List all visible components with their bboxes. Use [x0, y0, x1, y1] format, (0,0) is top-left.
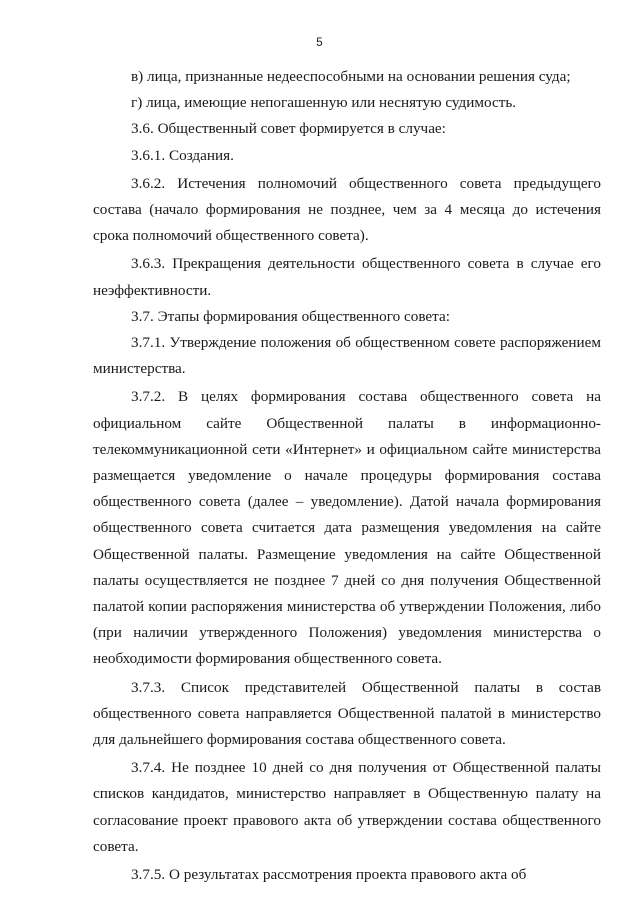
- paragraph-3-6-1: 3.6.1. Создания.: [131, 146, 234, 164]
- paragraph-3-6: 3.6. Общественный совет формируется в случае:: [131, 120, 446, 138]
- document-body: [93, 64, 601, 888]
- paragraph-3-6-2: 3.6.2. Истечения полномочий общественного совета предыдущего состава (начало формирования не позднее, чем за 4 месяца до истечения срока полномочий общественного совета).: [93, 174, 601, 245]
- page-number: 5: [316, 37, 323, 49]
- paragraph-item-g: г) лица, имеющие непогашенную или неснятую судимость.: [131, 94, 517, 112]
- paragraph-item-v: в) лица, признанные недееспособными на основании решения суда;: [131, 68, 571, 85]
- paragraph-3-7-3: 3.7.3. Список представителей Общественной палаты в состав общественного совета направляется Общественной палатой в министерство для дальнейшего формирования состава общественного совета.: [93, 678, 601, 749]
- paragraph-3-6-3: 3.6.3. Прекращения деятельности общественного совета в случае его неэффективности.: [93, 255, 601, 299]
- paragraph-3-7-4: 3.7.4. Не позднее 10 дней со дня получения от Общественной палаты списков кандидатов, министерство направляет в Общественную палату на согласование проект правового акта об утверждении состава общественного совета.: [93, 759, 601, 855]
- paragraph-3-7-1: 3.7.1. Утверждение положения об общественном совете распоряжением министерства.: [93, 334, 601, 378]
- paragraph-3-7: 3.7. Этапы формирования общественного совета:: [131, 307, 450, 325]
- paragraph-3-7-2: 3.7.2. В целях формирования состава общественного совета на официальном сайте Общественной палаты в информационно-телекоммуникационной сети «Интернет» и официальном сайте министерства размещается уведомление о начале процедуры формирования состава общественного совета (далее – уведомление). Датой начала формирования общественного совета считается дата размещения уведомления на сайте Общественной палаты. Размещение уведомления на сайте Общественной палаты осуществляется не позднее 7 дней со дня получения Общественной палатой копии распоряжения министерства об утверждении Положения, либо (при наличии утвержденного Положения) уведомления министерства о необходимости формирования общественного совета.: [93, 388, 601, 668]
- paragraph-3-7-5: 3.7.5. О результатах рассмотрения проекта правового акта об: [131, 866, 527, 884]
